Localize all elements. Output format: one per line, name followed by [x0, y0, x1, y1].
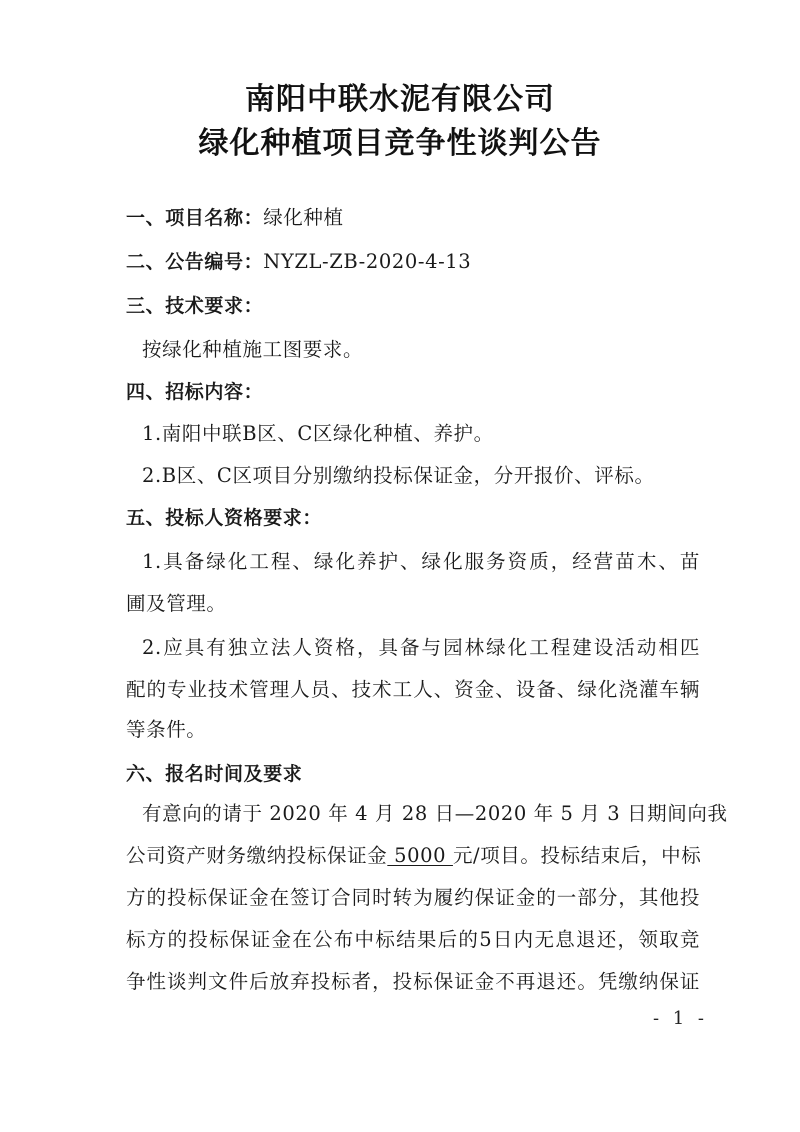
section-technical-requirements	[126, 292, 716, 320]
section-tender-content	[126, 378, 716, 406]
list-item: 1.具备绿化工程、绿化养护、绿化服务资质，经营苗木、苗	[142, 550, 700, 573]
paragraph-line: 有意向的请于 2020 年 4 月 28 日—2020 年 5 月 3 日期间向我	[142, 802, 728, 825]
paragraph-line: 争性谈判文件后放弃投标者，投标保证金不再退还。凭缴纳保证	[126, 970, 700, 993]
section-heading: 二、公告编号：	[126, 251, 264, 273]
notice-number-value: NYZL-ZB-2020-4-13	[263, 250, 472, 273]
paragraph-line: 方的投标保证金在签订合同时转为履约保证金的一部分，其他投	[126, 886, 700, 909]
section-bidder-qualifications	[126, 504, 716, 532]
paragraph-text: 元/项目。投标结束后，中标	[452, 844, 702, 867]
section-heading: 五、投标人资格要求：	[126, 507, 323, 529]
section-heading: 六、报名时间及要求	[126, 763, 303, 785]
document-title-company: 南阳中联水泥有限公司	[245, 82, 555, 117]
list-item: 1.南阳中联B区、C区绿化种植、养护。	[142, 422, 494, 445]
section-heading: 一、项目名称：	[126, 207, 264, 229]
paragraph-line: 按绿化种植施工图要求。	[142, 338, 364, 361]
project-name-value: 绿化种植	[263, 206, 344, 229]
section-heading: 三、技术要求：	[126, 295, 264, 317]
paragraph-line: 标方的投标保证金在公布中标结果后的5日内无息退还，领取竞	[126, 928, 700, 951]
paragraph-text: 公司资产财务缴纳投标保证金	[126, 844, 388, 867]
section-notice-number	[126, 248, 716, 276]
list-item: 2.应具有独立法人资格，具备与园林绿化工程建设活动相匹	[142, 636, 700, 659]
paragraph-line: 等条件。	[126, 718, 207, 741]
section-registration	[126, 760, 716, 788]
section-project-name	[126, 204, 716, 232]
paragraph-line: 配的专业技术管理人员、技术工人、资金、设备、绿化浇灌车辆	[126, 678, 700, 701]
list-item: 2.B区、C区项目分别缴纳投标保证金，分开报价、评标。	[142, 464, 655, 487]
document-title-notice: 绿化种植项目竞争性谈判公告	[198, 126, 602, 161]
section-heading: 四、招标内容：	[126, 381, 264, 403]
paragraph-line	[126, 842, 700, 870]
page-number: - 1 -	[652, 1008, 708, 1029]
paragraph-line: 圃及管理。	[126, 592, 227, 615]
deposit-amount: 5000	[387, 844, 453, 867]
